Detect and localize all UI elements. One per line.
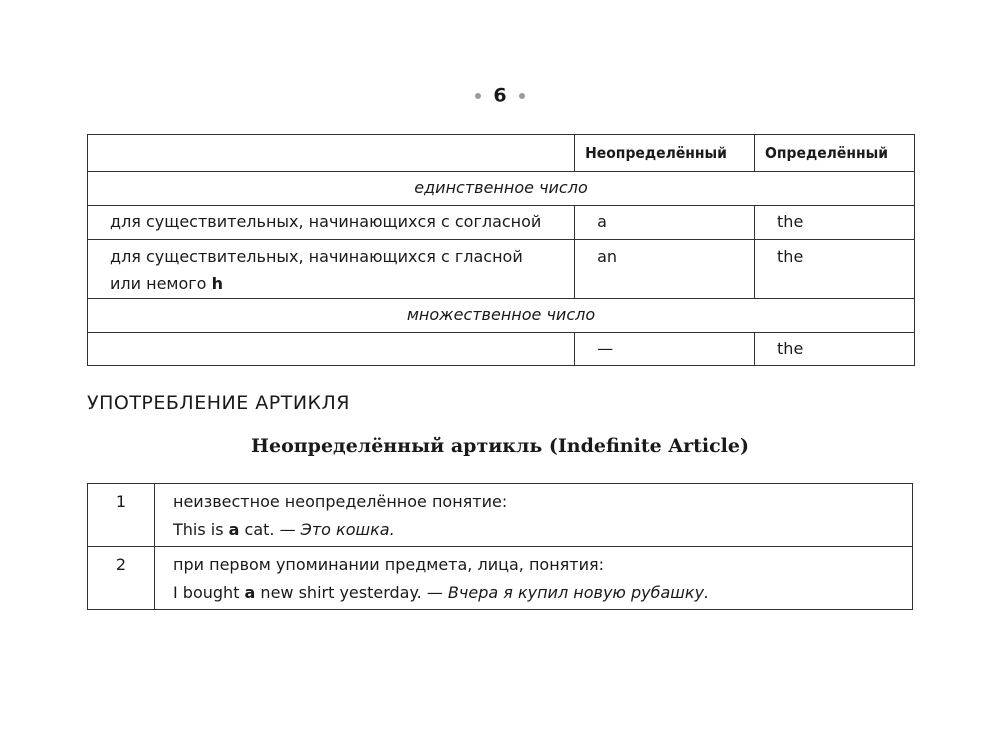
row-description xyxy=(88,333,575,366)
example-line xyxy=(173,516,912,544)
table-row xyxy=(88,206,915,240)
header-indefinite: Неопределённый xyxy=(575,135,755,172)
row-description: для существительных, начинающихся с согласной xyxy=(88,206,575,240)
row-number: 2 xyxy=(88,547,155,610)
articles-table xyxy=(87,134,915,366)
bullet-dot-left xyxy=(475,93,481,99)
bullet-dot-right xyxy=(519,93,525,99)
row-description xyxy=(88,240,575,299)
row-content xyxy=(155,547,913,610)
row-definite: the xyxy=(755,333,915,366)
row-indefinite: a xyxy=(575,206,755,240)
rule-text: при первом упоминании предмета, лица, понятия: xyxy=(173,555,605,574)
row-definite: the xyxy=(755,206,915,240)
example-before: This is xyxy=(173,520,229,539)
example-translation: Это кошка. xyxy=(300,520,395,539)
singular-section-row xyxy=(88,172,915,206)
row-content xyxy=(155,484,913,547)
table-row xyxy=(88,484,913,547)
plural-label: множественное число xyxy=(88,299,915,333)
table-header-row xyxy=(88,135,915,172)
section-heading: УПОТРЕБЛЕНИЕ АРТИКЛЯ xyxy=(87,392,351,414)
header-definite: Определённый xyxy=(755,135,915,172)
header-cell-empty xyxy=(88,135,575,172)
row-indefinite: — xyxy=(575,333,755,366)
example-translation: Вчера я купил новую рубашку. xyxy=(447,583,710,602)
example-after: cat. — xyxy=(239,520,301,539)
page-number-text: 6 xyxy=(493,84,507,107)
row-indefinite: an xyxy=(575,240,755,299)
table-row xyxy=(88,240,915,299)
example-article: a xyxy=(244,583,256,602)
singular-label: единственное число xyxy=(88,172,915,206)
example-before: I bought xyxy=(173,583,245,602)
usage-table xyxy=(87,483,913,610)
table-row xyxy=(88,547,913,610)
table-row xyxy=(88,333,915,366)
example-line xyxy=(173,579,912,607)
page-number xyxy=(0,84,1000,107)
sub-heading: Неопределённый артикль (Indefinite Article) xyxy=(251,435,749,457)
row-definite: the xyxy=(755,240,915,299)
plural-section-row xyxy=(88,299,915,333)
row-number: 1 xyxy=(88,484,155,547)
example-article: a xyxy=(228,520,240,539)
row-description-text: для существительных, начинающихся с гласной или немого xyxy=(110,247,523,293)
example-after: new shirt yesterday. — xyxy=(255,583,448,602)
row-description-bold: h xyxy=(211,274,223,293)
rule-text: неизвестное неопределённое понятие: xyxy=(173,492,508,511)
